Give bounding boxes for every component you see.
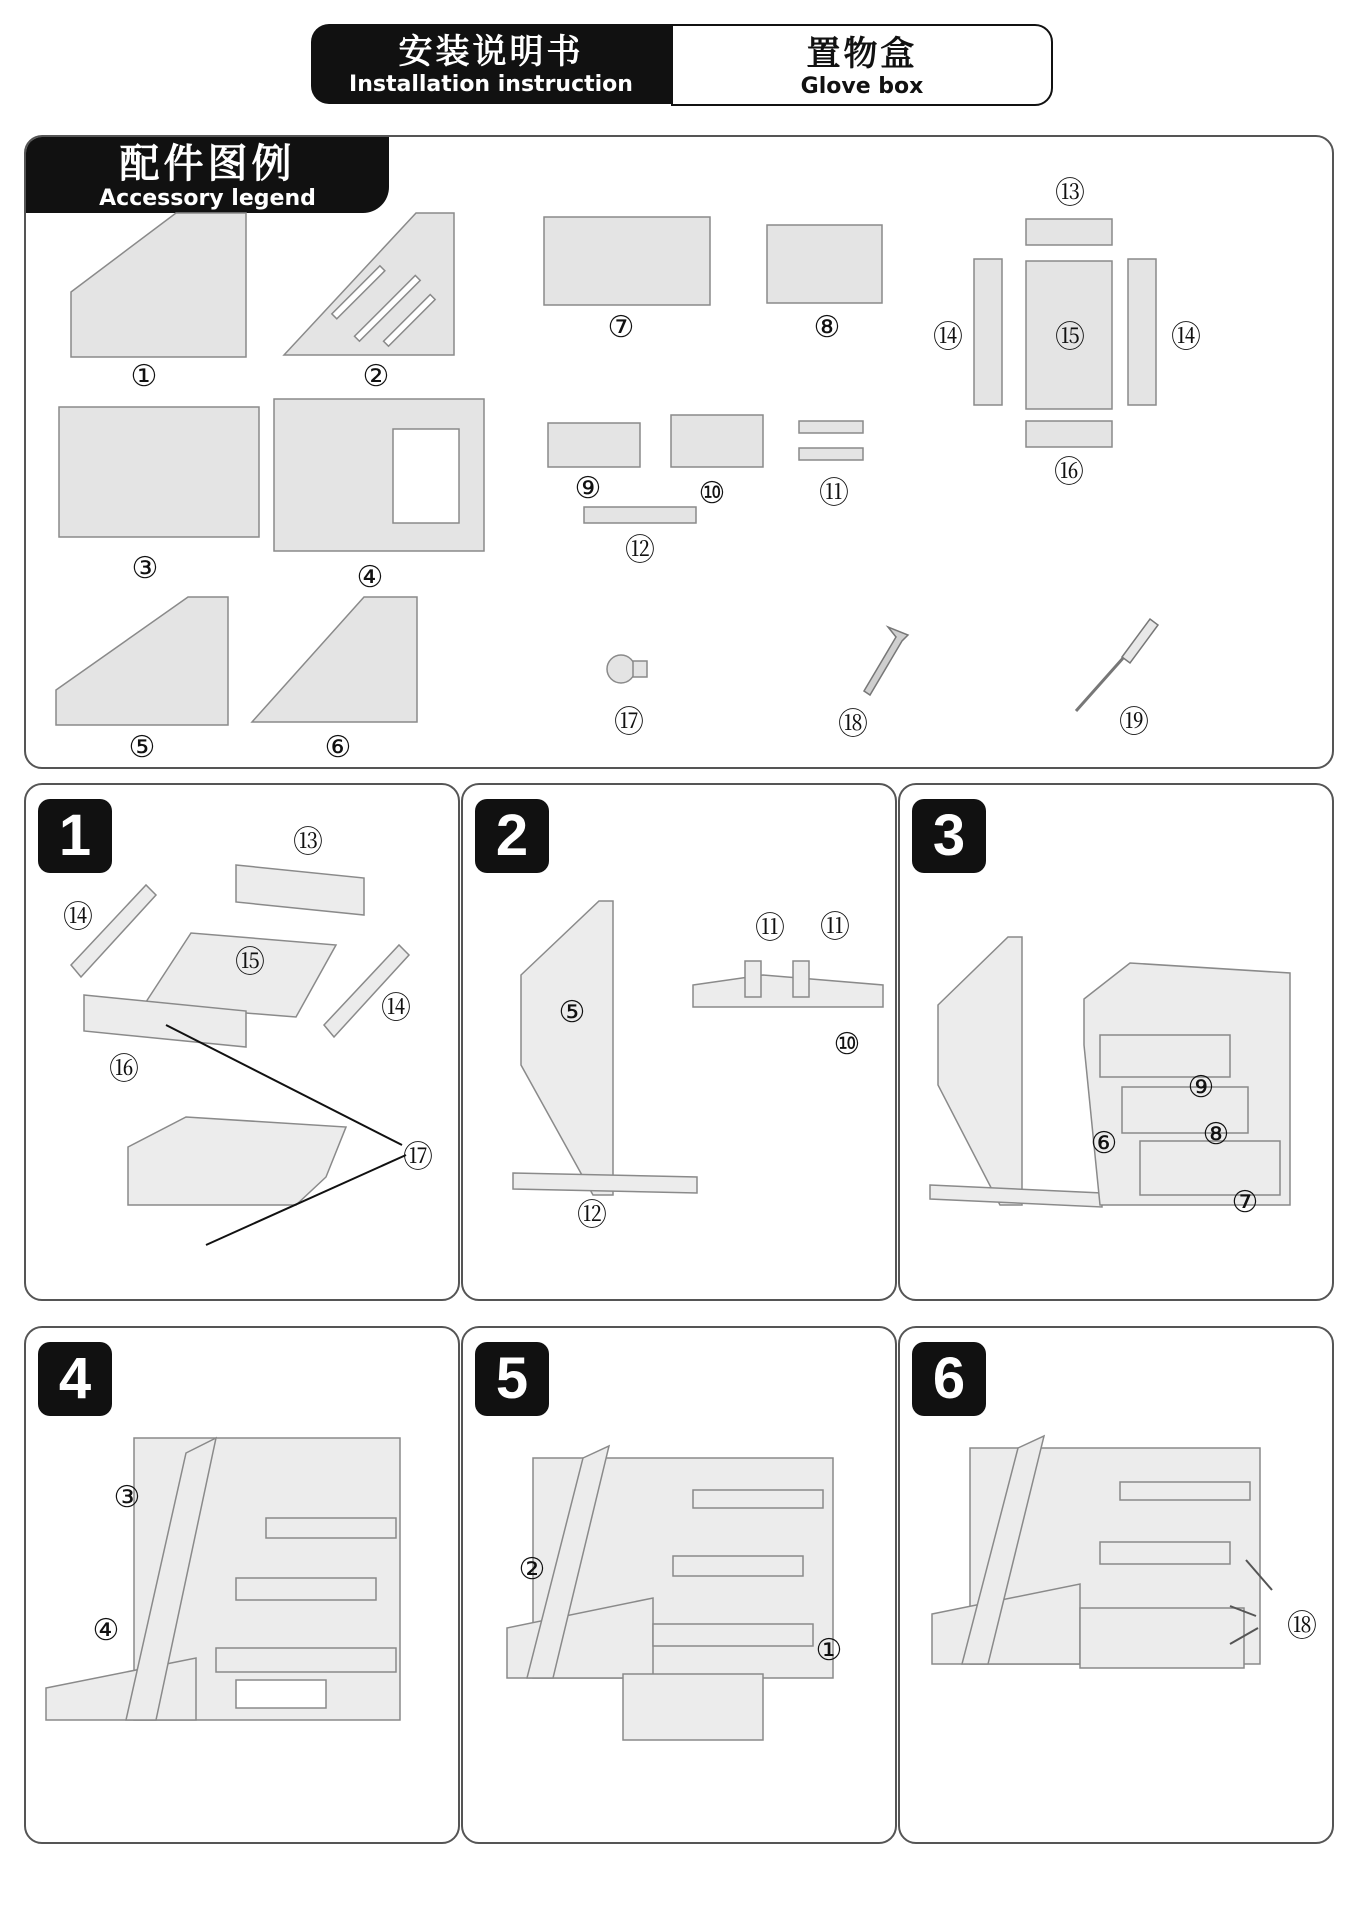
legend-label-part-14-right: ⑭ (1171, 320, 1201, 355)
step-2-illustration (463, 785, 895, 1299)
part-11-bottom-shape (799, 448, 863, 460)
step-3-illustration (900, 785, 1332, 1299)
legend-label-part-17: ⑰ (614, 705, 644, 740)
legend-label-part-10: ⑩ (698, 476, 726, 511)
legend-label-part-14-left: ⑭ (933, 320, 963, 355)
step-5-panel (461, 1326, 897, 1844)
legend-label-part-13: ⑬ (1055, 176, 1085, 211)
legend-title-cn: 配件图例 (119, 141, 296, 187)
accessory-legend-panel (24, 135, 1334, 769)
legend-label-part-6: ⑥ (324, 730, 352, 765)
part-10-shape (671, 415, 763, 467)
step-1-label-part-13: ⑬ (293, 825, 323, 860)
legend-label-part-11: ⑪ (819, 476, 849, 511)
header-title-block (311, 24, 671, 104)
legend-label-part-16: ⑯ (1054, 455, 1084, 490)
part-17-shape (607, 655, 635, 683)
legend-label-part-4: ④ (356, 560, 384, 595)
step-5-label-part-2: ② (518, 1552, 546, 1587)
part-9-shape (548, 423, 640, 467)
step-1-label-part-16: ⑯ (109, 1052, 139, 1087)
step-1-label-part-14-right: ⑭ (381, 991, 411, 1026)
step-5-badge: 5 (475, 1342, 549, 1416)
legend-label-part-2: ② (362, 359, 390, 394)
step-3-label-part-7: ⑦ (1231, 1185, 1259, 1220)
step-2-label-part-11-a: ⑪ (755, 911, 785, 946)
legend-label-part-3: ③ (131, 551, 159, 586)
step-1-label-part-14-left: ⑭ (63, 900, 93, 935)
legend-label-part-7: ⑦ (607, 310, 635, 345)
step-6-badge: 6 (912, 1342, 986, 1416)
part-6-shape (252, 597, 417, 722)
step-2-badge: 2 (475, 799, 549, 873)
part-18-shape (864, 627, 908, 695)
part-7-shape (544, 217, 710, 305)
step-2-label-part-12: ⑫ (577, 1198, 607, 1233)
legend-label-part-9: ⑨ (574, 471, 602, 506)
part-12-shape (584, 507, 696, 523)
header-product-cn: 置物盒 (806, 34, 918, 74)
step-2-label-part-10: ⑩ (833, 1027, 861, 1062)
step-1-label-part-15: ⑮ (235, 945, 265, 980)
legend-label-part-19: ⑲ (1119, 705, 1149, 740)
part-19-shape (1076, 657, 1124, 711)
part-3-shape (59, 407, 259, 537)
legend-parts-illustration (26, 137, 1332, 767)
step-4-panel (24, 1326, 460, 1844)
step-4-badge: 4 (38, 1342, 112, 1416)
part-1-shape (71, 213, 246, 357)
legend-label-part-15: ⑮ (1055, 320, 1085, 355)
step-3-label-part-9: ⑨ (1187, 1070, 1215, 1105)
legend-label-part-1: ① (130, 359, 158, 394)
step-6-label-part-18: ⑱ (1287, 1609, 1317, 1644)
step-2-panel (461, 783, 897, 1301)
step-1-badge: 1 (38, 799, 112, 873)
step-6-illustration (900, 1328, 1332, 1842)
step-6-panel (898, 1326, 1334, 1844)
legend-label-part-12: ⑫ (625, 533, 655, 568)
header-title-en: Installation instruction (349, 72, 633, 97)
part-14-left-shape (974, 259, 1002, 405)
document-header (311, 24, 1053, 104)
step-1-panel (24, 783, 460, 1301)
step-2-label-part-11-b: ⑪ (820, 910, 850, 945)
legend-title-en: Accessory legend (99, 186, 316, 211)
step-2-label-part-5: ⑤ (558, 995, 586, 1030)
step-1-label-part-17: ⑰ (403, 1140, 433, 1175)
step-3-label-part-8: ⑧ (1202, 1117, 1230, 1152)
step-3-label-part-6: ⑥ (1090, 1126, 1118, 1161)
part-16-shape (1026, 421, 1112, 447)
part-14-right-shape (1128, 259, 1156, 405)
header-title-cn: 安装说明书 (398, 32, 584, 72)
step-3-badge: 3 (912, 799, 986, 873)
part-4-window (393, 429, 459, 523)
step-4-illustration (26, 1328, 458, 1842)
step-4-label-part-4: ④ (92, 1613, 120, 1648)
legend-label-part-5: ⑤ (128, 730, 156, 765)
legend-label-part-8: ⑧ (813, 310, 841, 345)
legend-label-part-18: ⑱ (838, 707, 868, 742)
part-8-shape (767, 225, 882, 303)
step-3-panel (898, 783, 1334, 1301)
step-1-illustration (26, 785, 458, 1299)
header-product-block (671, 24, 1053, 106)
header-product-en: Glove box (800, 74, 924, 99)
part-13-shape (1026, 219, 1112, 245)
part-11-top-shape (799, 421, 863, 433)
part-5-shape (56, 597, 228, 725)
step-5-label-part-1: ① (815, 1633, 843, 1668)
step-4-label-part-3: ③ (113, 1480, 141, 1515)
